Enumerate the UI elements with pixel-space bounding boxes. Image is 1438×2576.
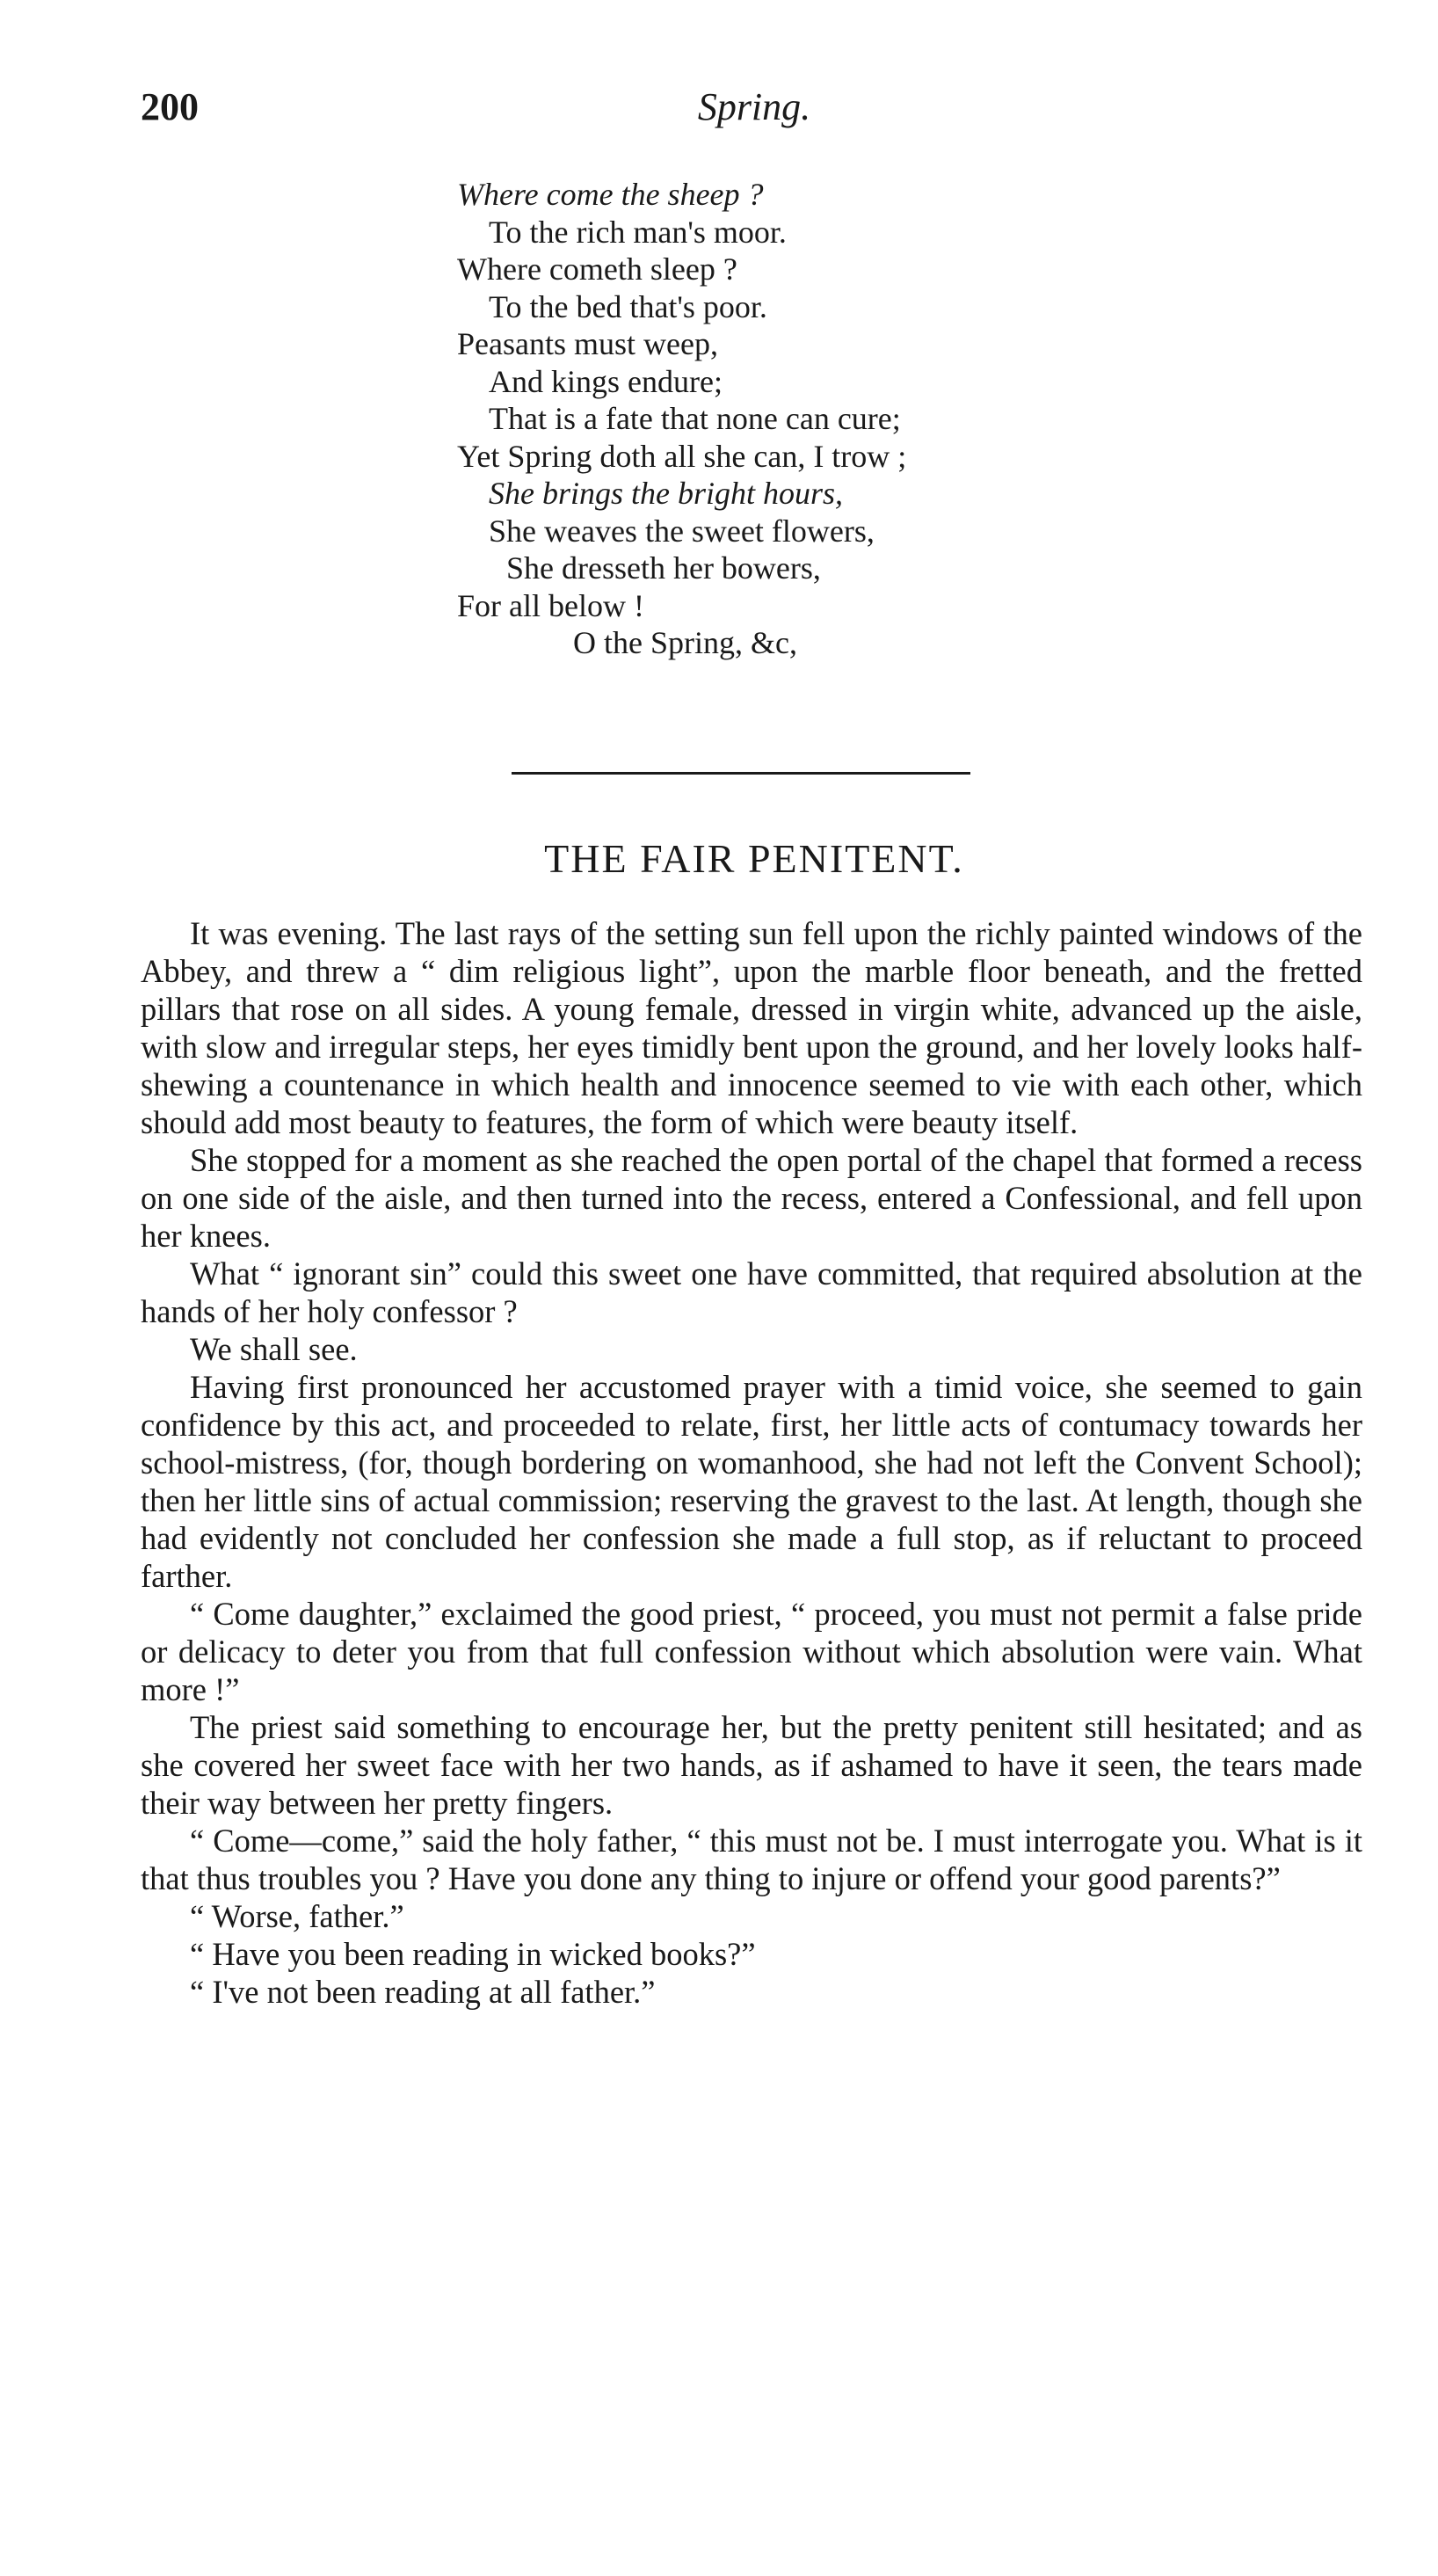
paragraph: “ I've not been reading at all father.” [190,1974,656,2010]
paragraph: We shall see. [190,1331,358,1367]
poem-line: She brings the bright hours, [489,476,844,511]
poem-line: To the rich man's moor. [489,214,787,250]
poem-line: For all below ! [457,587,644,623]
running-head [141,84,1368,137]
poem-line: To the bed that's poor. [489,288,767,324]
poem-line: And kings endure; [489,363,723,399]
poem-line: O the Spring, &c, [573,625,797,660]
paragraph: “ Have you been reading in wicked books?” [190,1936,756,1972]
paragraph: She stopped for a moment as she reached the open portal of the chapel that formed a recess on one side of the aisle, and then turned into the recess, entered a Confessional, and fell upon her knees. [141,1142,1362,1254]
poem-line: Peasants must weep, [457,326,718,361]
poem-line: She weaves the sweet flowers, [489,513,875,549]
paragraph: It was evening. The last rays of the setting sun fell upon the richly painted windows of the Abbey, and threw a “ dim religious light”, upon the marble floor beneath, and the fretted pillars that rose on all sides. A young female, dressed in virgin white, advanced up the aisle, with slow and irregular steps, her eyes timidly bent upon the ground, and her lovely looks half-shewing a countenance in which health and innocence seemed to vie with each other, which should add most beauty to features, the form of which were beauty itself. [141,915,1362,1140]
poem-stanza [457,176,1248,662]
poem-line: That is a fate that none can cure; [489,401,901,436]
poem-line: She dresseth her bowers, [506,550,821,586]
poem-line: Where cometh sleep ? [457,251,737,287]
poem-line: Where come the sheep ? [457,177,764,212]
paragraph: “ Come daughter,” exclaimed the good priest, “ proceed, you must not permit a false pride or delicacy to deter you from that full confession without which absolution were vain. What more !” [141,1596,1362,1707]
paragraph: “ Come—come,” said the holy father, “ this must not be. I must interrogate you. What is it that thus troubles you ? Have you done any thing to injure or offend your good parents?” [141,1823,1362,1896]
section-divider [512,772,970,775]
poem-line: Yet Spring doth all she can, I trow ; [457,438,907,474]
page-number: 200 [141,85,199,128]
paragraph: The priest said something to encourage her, but the pretty penitent still hesitated; and as she covered her sweet face with her two hands, as if ashamed to have it seen, the tears made their way between her pretty fingers. [141,1709,1362,1821]
paragraph: “ Worse, father.” [190,1898,404,1934]
story-title: THE FAIR PENITENT. [544,836,964,881]
paragraph: What “ ignorant sin” could this sweet one have committed, that required absolution at the hands of her holy confessor ? [141,1255,1362,1329]
paragraph: Having first pronounced her accustomed prayer with a timid voice, she seemed to gain confidence by this act, and proceeded to relate, first, her little acts of contumacy towards her school-mistress, (for, though bordering on womanhood, she had not left the Convent School); then her little sins of actual commission; reserving the gravest to the last. At length, though she had evidently not concluded her confession she made a full stop, as if reluctant to proceed farther. [141,1369,1362,1594]
story-body [141,914,1362,2011]
running-title: Spring. [697,85,811,128]
